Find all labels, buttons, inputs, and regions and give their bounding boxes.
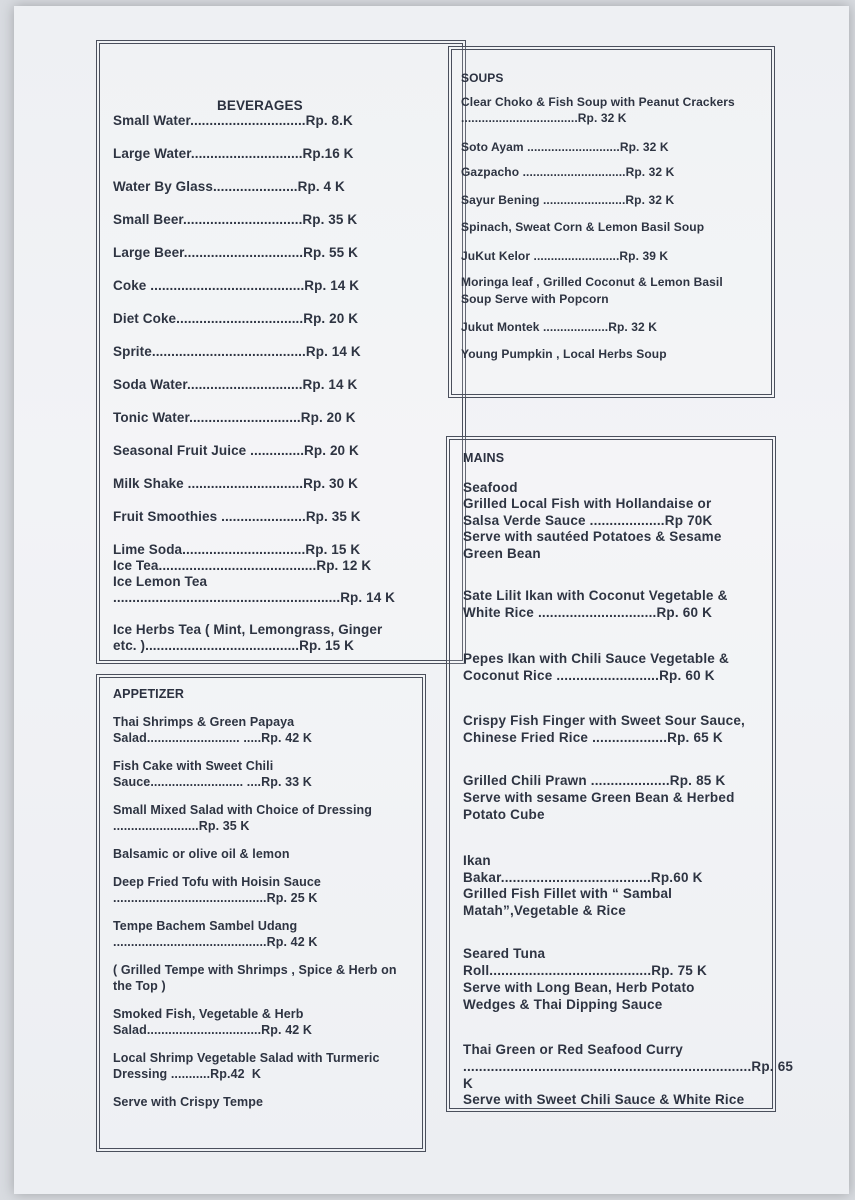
menu-item-line: Roll.........................................Rp. 75 K bbox=[463, 963, 707, 978]
menu-item-line: Thai Green or Red Seafood Curry bbox=[463, 1042, 683, 1057]
menu-item-line: Sauce.......................... ....Rp. 33 K bbox=[113, 775, 312, 789]
menu-item-line: Soup Serve with Popcorn bbox=[461, 292, 609, 306]
menu-item-line: Ice Herbs Tea ( Mint, Lemongrass, Ginger bbox=[113, 622, 383, 637]
menu-item-line: ...........................................Rp. 25 K bbox=[113, 891, 318, 905]
menu-item-line: Seared Tuna bbox=[463, 946, 546, 961]
menu-item-line: Matah”,Vegetable & Rice bbox=[463, 903, 626, 918]
menu-item-line: Tempe Bachem Sambel Udang bbox=[113, 919, 298, 933]
menu-item-line: Salad.......................... .....Rp. 42 K bbox=[113, 731, 312, 745]
menu-item-line: ...........................................................Rp. 14 K bbox=[113, 590, 396, 605]
menu-item-line: Sate Lilit Ikan with Coconut Vegetable & bbox=[463, 588, 728, 603]
menu-item-line: Fish Cake with Sweet Chili bbox=[113, 759, 274, 773]
menu-item-line: Ice Lemon Tea bbox=[113, 574, 208, 589]
menu-item-line: Grilled Fish Fillet with “ Sambal bbox=[463, 886, 673, 901]
menu-item-line: Potato Cube bbox=[463, 807, 545, 822]
menu-item-line: Serve with Crispy Tempe bbox=[113, 1095, 264, 1109]
menu-item-line: Soto Ayam ...........................Rp. 32 K bbox=[461, 140, 669, 154]
menu-item-line: Seafood bbox=[463, 480, 518, 495]
menu-item-line: Clear Choko & Fish Soup with Peanut Crackers bbox=[461, 95, 735, 109]
menu-item-line: etc. )........................................Rp. 15 K bbox=[113, 638, 354, 653]
menu-item-line: Spinach, Sweat Corn & Lemon Basil Soup bbox=[461, 220, 705, 234]
menu-item-line: Green Bean bbox=[463, 546, 541, 561]
menu-item-line: Serve with Long Bean, Herb Potato bbox=[463, 980, 695, 995]
menu-item-line: ........................Rp. 35 K bbox=[113, 819, 250, 833]
menu-item-line: Local Shrimp Vegetable Salad with Turmeric bbox=[113, 1051, 380, 1065]
menu-item-line: Large Water.............................Rp.16 K bbox=[113, 146, 354, 161]
menu-item-line: Ice Tea.........................................Rp. 12 K bbox=[113, 558, 372, 573]
menu-item-line: Soda Water..............................Rp. 14 K bbox=[113, 377, 358, 392]
menu-item-line: Serve with sautéed Potatoes & Sesame bbox=[463, 529, 722, 544]
beverages-section bbox=[96, 40, 466, 664]
menu-item-line: Seasonal Fruit Juice ..............Rp. 20 K bbox=[113, 443, 359, 458]
menu-item-line: Bakar......................................Rp.60 K bbox=[463, 870, 703, 885]
menu-item-line: Large Beer...............................Rp. 55 K bbox=[113, 245, 358, 260]
menu-item-line: Fruit Smoothies ......................Rp. 35 K bbox=[113, 509, 361, 524]
menu-item-line: Young Pumpkin , Local Herbs Soup bbox=[461, 347, 667, 361]
menu-item-line: Thai Shrimps & Green Papaya bbox=[113, 715, 295, 729]
soups-heading: SOUPS bbox=[461, 71, 504, 85]
menu-item-line: Balsamic or olive oil & lemon bbox=[113, 847, 290, 861]
mains-section bbox=[446, 436, 794, 1112]
menu-item-line: Small Mixed Salad with Choice of Dressing bbox=[113, 803, 373, 817]
menu-item-line: Moringa leaf , Grilled Coconut & Lemon Basil bbox=[461, 275, 723, 289]
menu-item-line: Grilled Local Fish with Hollandaise or bbox=[463, 496, 712, 511]
menu-item-line: Coconut Rice ..........................Rp. 60 K bbox=[463, 668, 715, 683]
menu-item-line: Crispy Fish Finger with Sweet Sour Sauce, bbox=[463, 713, 746, 728]
menu-item-line: ..................................Rp. 32 K bbox=[461, 111, 627, 125]
menu-item-line: Pepes Ikan with Chili Sauce Vegetable & bbox=[463, 651, 729, 666]
menu-item-line: Chinese Fried Rice ...................Rp. 65 K bbox=[463, 730, 723, 745]
menu-item-line: Diet Coke.................................Rp. 20 K bbox=[113, 311, 359, 326]
menu-item-line: JuKut Kelor .........................Rp. 39 K bbox=[461, 249, 669, 263]
menu-item-line: Small Water..............................Rp. 8.K bbox=[113, 113, 353, 128]
menu-item-line: White Rice ..............................Rp. 60 K bbox=[463, 605, 713, 620]
menu-item-line: Gazpacho ..............................Rp. 32 K bbox=[461, 165, 675, 179]
mains-heading: MAINS bbox=[463, 451, 505, 465]
menu-item-line: Dressing ...........Rp.42 K bbox=[113, 1067, 261, 1081]
menu-item-line: Small Beer...............................Rp. 35 K bbox=[113, 212, 358, 227]
menu-item-line: Salad................................Rp. 42 K bbox=[113, 1023, 312, 1037]
menu-item-line: Coke ........................................Rp. 14 K bbox=[113, 278, 360, 293]
menu-item-line: Lime Soda................................Rp. 15 K bbox=[113, 542, 361, 557]
menu-item-line: K bbox=[463, 1076, 473, 1091]
menu-item-line: Sprite........................................Rp. 14 K bbox=[113, 344, 361, 359]
menu-page bbox=[14, 6, 849, 1194]
menu-item-line: Ikan bbox=[463, 853, 491, 868]
menu-item-line: Sayur Bening ........................Rp. 32 K bbox=[461, 193, 675, 207]
appetizer-section bbox=[96, 674, 426, 1152]
menu-item-line: Serve with Sweet Chili Sauce & White Rice bbox=[463, 1092, 745, 1107]
menu-item-line: Tonic Water.............................Rp. 20 K bbox=[113, 410, 356, 425]
menu-item-line: ( Grilled Tempe with Shrimps , Spice & Herb on bbox=[113, 963, 397, 977]
menu-item-line: the Top ) bbox=[113, 979, 166, 993]
menu-item-line: Smoked Fish, Vegetable & Herb bbox=[113, 1007, 304, 1021]
menu-item-line: Water By Glass......................Rp. 4 K bbox=[113, 179, 345, 194]
menu-item-line: Salsa Verde Sauce ...................Rp 70K bbox=[463, 513, 713, 528]
menu-item-line: Serve with sesame Green Bean & Herbed bbox=[463, 790, 735, 805]
beverages-heading: BEVERAGES bbox=[217, 98, 303, 113]
menu-item-line: Milk Shake ..............................Rp. 30 K bbox=[113, 476, 358, 491]
menu-item-line: Wedges & Thai Dipping Sauce bbox=[463, 997, 663, 1012]
soups-section bbox=[448, 46, 775, 398]
menu-item-line: Grilled Chili Prawn ....................Rp. 85 K bbox=[463, 773, 726, 788]
menu-item-line: .........................................................................Rp. 65 bbox=[463, 1059, 794, 1074]
menu-item-line: ...........................................Rp. 42 K bbox=[113, 935, 318, 949]
menu-item-line: Deep Fried Tofu with Hoisin Sauce bbox=[113, 875, 321, 889]
appetizer-heading: APPETIZER bbox=[113, 687, 185, 701]
menu-item-line: Jukut Montek ...................Rp. 32 K bbox=[461, 320, 658, 334]
